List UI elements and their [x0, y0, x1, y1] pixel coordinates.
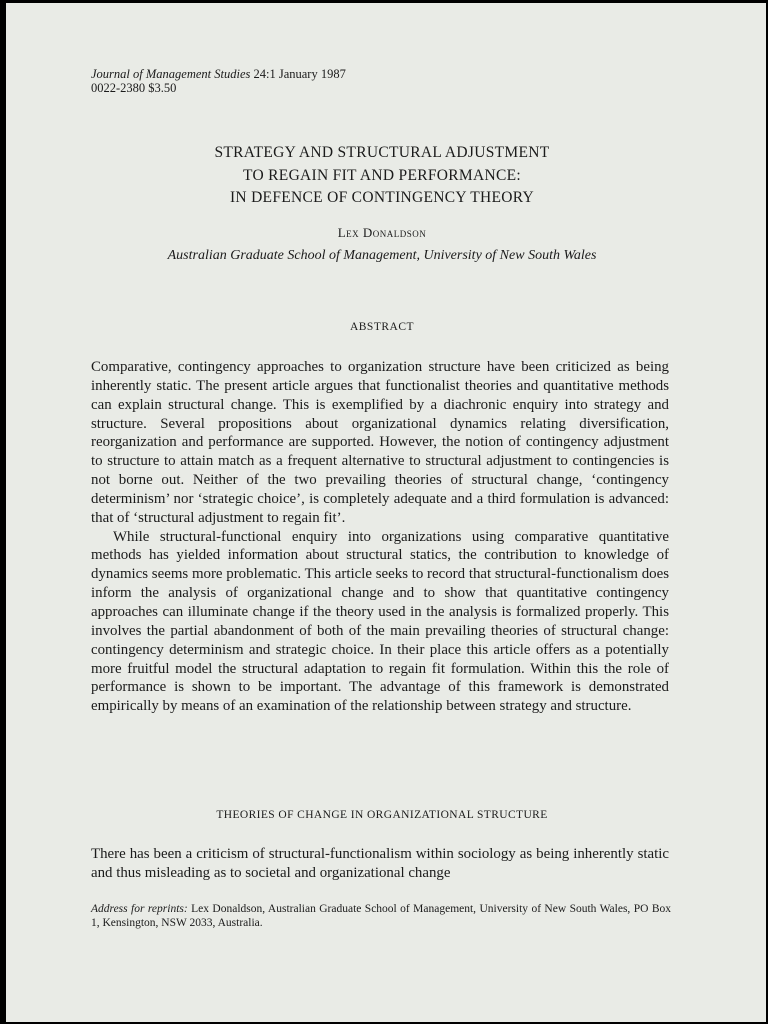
- journal-citation: [91, 67, 346, 81]
- abstract-paragraph-2: While structural-functional enquiry into organizations using comparative quantitative methods has yielded information about structural statics, the contribution to knowledge of dynamics seems more problematic. This article seeks to record that structural-functionalism does inform the analysis of organizational change and to show that quantitative contingency approaches can illuminate change if the theory used in the analysis is formalized properly. This involves the partial abandonment of both of the main prevailing theories of structural change: contingency determinism and strategic choice. In their place this article offers as a potentially more fruitful model the structural adaptation to regain fit formulation. Within this the role of performance is shown to be important. The advantage of this framework is demonstrated empirically by means of an examination of the relationship between strategy and structure.: [91, 528, 669, 715]
- intro-paragraph: There has been a criticism of structural-functionalism within sociology as being inherently static and thus misleading as to societal and organizational change: [91, 846, 669, 881]
- issn-price: 0022-2380 $3.50: [91, 81, 177, 95]
- journal-header: [91, 67, 346, 95]
- footnote-text: Lex Donaldson, Australian Graduate School of Management, University of New South Wales, PO Box 1, Kensington, NSW 2033, Australia.: [91, 903, 672, 929]
- title-line-1: STRATEGY AND STRUCTURAL ADJUSTMENT: [214, 144, 550, 161]
- abstract-body: [91, 358, 669, 716]
- abstract-heading: ABSTRACT: [349, 321, 415, 333]
- intro-body: [91, 845, 669, 883]
- title-line-2: TO REGAIN FIT AND PERFORMANCE:: [243, 166, 521, 184]
- journal-issue: 24:1 January 1987: [250, 67, 346, 81]
- article-title: [6, 142, 758, 210]
- title-line-3: IN DEFENCE OF CONTINGENCY THEORY: [229, 189, 535, 206]
- footnote-label: Address for reprints:: [91, 903, 188, 915]
- paper-page: [6, 3, 766, 1022]
- abstract-paragraph-1: Comparative, contingency approaches to organization structure have been criticized as being inherently static. The present article argues that functionalist theories and quantitative methods can explain structural change. This is exemplified by a diachronic enquiry into strategy and structure. Several propositions about organizational dynamics relating diversification, reorganization and performance are supported. However, the notion of contingency adjustment to structure to attain match as a frequent alternative to structural adjustment to contingencies is not borne out. Neither of the two prevailing theories of structural change, ‘contingency determinism’ nor ‘strategic choice’, is completely adequate and a third formulation is advanced: that of ‘structural adjustment to regain fit’.: [91, 359, 669, 526]
- journal-name: Journal of Management Studies: [91, 67, 251, 81]
- author-affiliation: Australian Graduate School of Management, University of New South Wales: [167, 248, 597, 263]
- reprint-footnote: [91, 902, 671, 930]
- author-name: Lex Donaldson: [337, 225, 427, 240]
- section-heading: THEORIES OF CHANGE IN ORGANIZATIONAL STRUCTURE: [216, 809, 548, 821]
